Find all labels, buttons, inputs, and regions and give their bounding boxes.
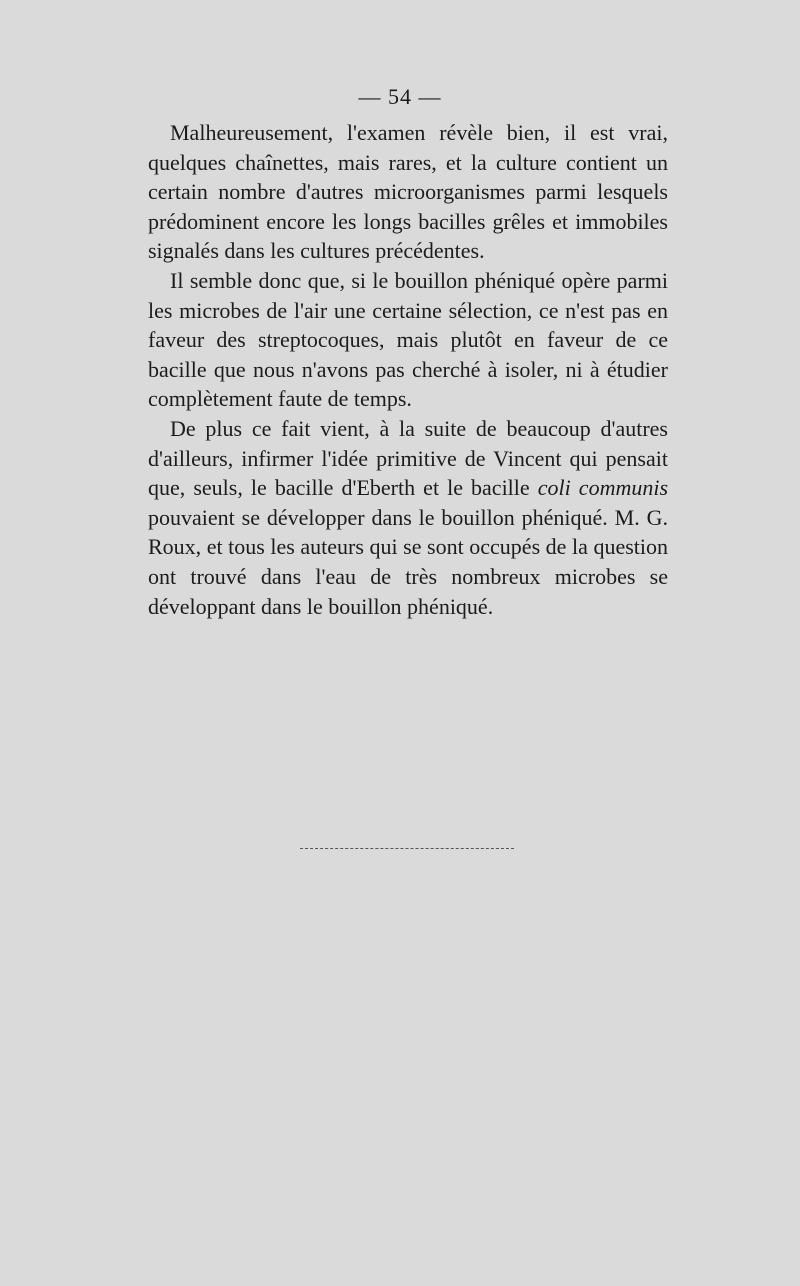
paragraph-3-end: pouvaient se développer dans le bouillon phéniqué. M. G. Roux, et tous les auteurs qui se sont occupés de la question ont trouvé dans l'eau de très nombreux microbes se développant dans le bouillon phéniqué.	[148, 504, 668, 619]
body-text	[148, 118, 668, 621]
paragraph-1: Malheureusement, l'examen révèle bien, il est vrai, quelques chaînettes, mais rares, et la culture contient un certain nombre d'autres microorganismes parmi lesquels prédominent encore les longs bacilles grêles et immobiles signalés dans les cultures précédentes.	[148, 120, 668, 264]
end-separator-rule	[300, 848, 514, 849]
paragraph-3-italic: coli communis	[537, 475, 669, 501]
paragraph-2: Il semble donc que, si le bouillon phéniqué opère parmi les microbes de l'air une certaine sélection, ce n'est pas en faveur des streptocoques, mais plutôt en faveur de ce bacille que nous n'avons pas cherché à isoler, ni à étudier complètement faute de temps.	[148, 267, 668, 412]
page-number: — 54 —	[358, 84, 442, 109]
paragraph-3-start: De plus ce fait vient, à la suite de beaucoup d'autres d'ailleurs, infirmer l'idée primitive de Vincent qui pensait que, seuls, le bacille d'Eberth et le bacille	[148, 415, 668, 501]
paragraph-3	[148, 414, 668, 621]
